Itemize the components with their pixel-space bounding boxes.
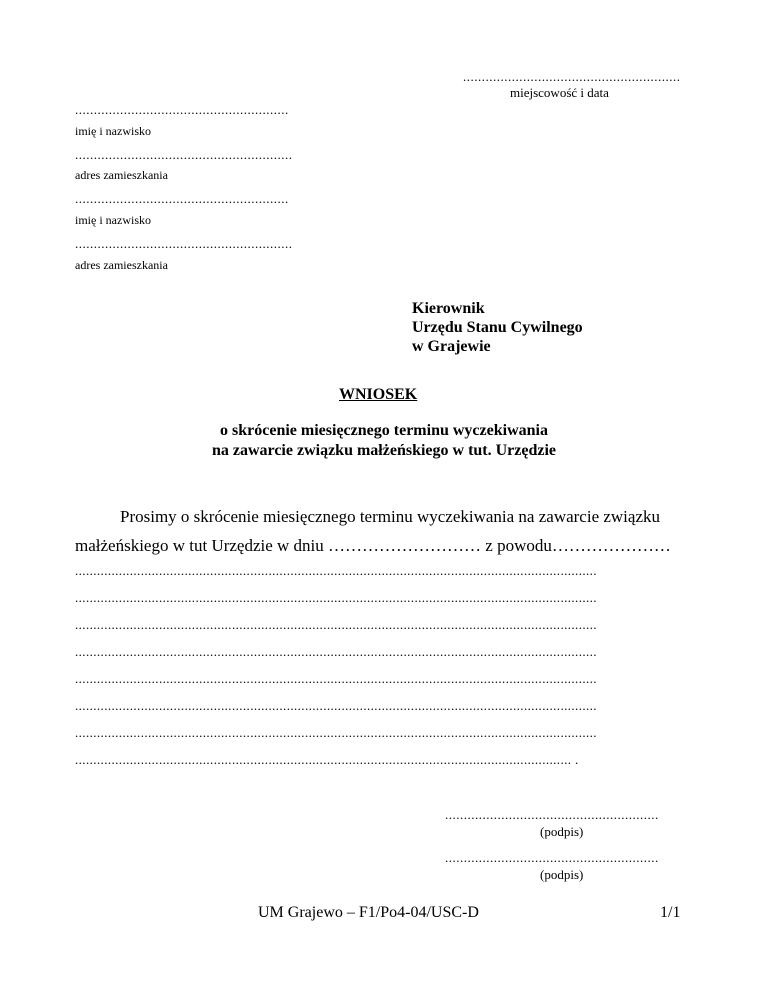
reason-line[interactable]: ............................................................................................................................................... xyxy=(75,671,597,686)
body-line1: Prosimy o skrócenie miesięcznego terminu wyczekiwania na zawarcie związku xyxy=(120,507,660,526)
reason-line[interactable]: ............................................................................................................................................... xyxy=(75,698,597,713)
applicant2-address-label: adres zamieszkania xyxy=(75,258,168,272)
addressee-line2: Urzędu Stanu Cywilnego xyxy=(412,319,583,336)
page-number: 1/1 xyxy=(660,904,681,921)
subtitle-line1: o skrócenie miesięcznego terminu wyczekiwania xyxy=(220,422,548,439)
applicant2-name-dots[interactable]: ......................................................... xyxy=(75,191,289,206)
reason-line[interactable]: ............................................................................................................................................... xyxy=(75,644,597,659)
signature2-dots[interactable]: ......................................................... xyxy=(445,850,659,865)
document-subtitle xyxy=(0,421,768,461)
subtitle-line2: na zawarcie związku małżeńskiego w tut. Urzędzie xyxy=(211,442,557,459)
addressee-block xyxy=(412,299,583,356)
applicant1-name-dots[interactable]: ......................................................... xyxy=(75,102,289,117)
place-date-dots[interactable]: .......................................................... xyxy=(463,69,681,84)
document-title: WNIOSEK xyxy=(339,386,418,403)
reason-line[interactable]: ............................................................................................................................................... xyxy=(75,725,597,740)
reason-last-line[interactable]: ........................................................................................................................................ . xyxy=(75,752,579,767)
applicant1-name-label: imię i nazwisko xyxy=(75,124,151,138)
applicant1-address-dots[interactable]: .......................................................... xyxy=(75,147,293,162)
reason-line[interactable]: ............................................................................................................................................... xyxy=(75,617,597,632)
body-line2: małżeńskiego w tut Urzędzie w dniu ……………………… z powodu………………… xyxy=(75,536,671,555)
applicant2-address-dots[interactable]: .......................................................... xyxy=(75,236,293,251)
applicant2-name-label: imię i nazwisko xyxy=(75,213,151,227)
reason-line[interactable]: ............................................................................................................................................... xyxy=(75,563,597,578)
addressee-line3: w Grajewie xyxy=(412,338,491,355)
applicant1-address-label: adres zamieszkania xyxy=(75,168,168,182)
place-date-label: miejscowość i data xyxy=(510,85,609,100)
addressee-line1: Kierownik xyxy=(412,300,485,317)
signature1-label: (podpis) xyxy=(540,824,584,839)
reason-line[interactable]: ............................................................................................................................................... xyxy=(75,590,597,605)
signature2-label: (podpis) xyxy=(540,867,584,882)
footer-code: UM Grajewo – F1/Po4-04/USC-D xyxy=(258,904,479,921)
signature1-dots[interactable]: ......................................................... xyxy=(445,807,659,822)
